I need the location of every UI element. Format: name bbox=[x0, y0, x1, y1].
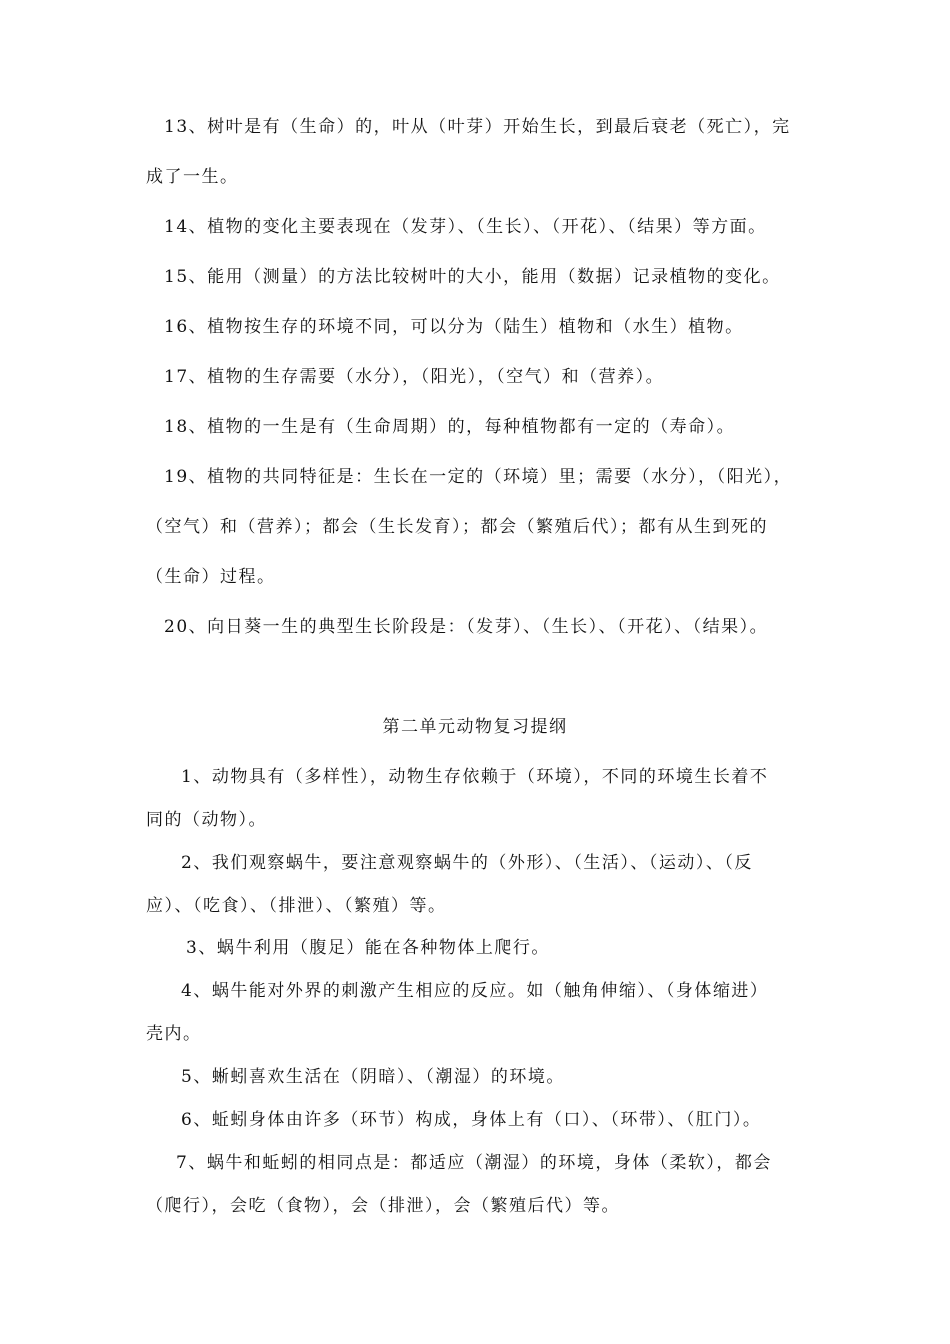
animal-item-7-line-1: 7、蜗牛和蚯蚓的相同点是：都适应（潮湿）的环境，身体（柔软），都会 bbox=[176, 1153, 772, 1173]
item-19-line-2: （空气）和（营养）；都会（生长发育）；都会（繁殖后代）；都有从生到死的 bbox=[146, 517, 768, 537]
item-19-line-3: （生命）过程。 bbox=[146, 567, 276, 587]
item-14: 14、植物的变化主要表现在（发芽）、（生长）、（开花）、（结果）等方面。 bbox=[164, 217, 767, 237]
animal-item-2-line-2: 应）、（吃食）、（排泄）、（繁殖）等。 bbox=[146, 896, 447, 916]
animal-item-3: 3、蜗牛利用（腹足）能在各种物体上爬行。 bbox=[186, 938, 550, 958]
item-15: 15、能用（测量）的方法比较树叶的大小，能用（数据）记录植物的变化。 bbox=[164, 267, 781, 287]
animal-item-4-line-1: 4、蜗牛能对外界的刺激产生相应的反应。如（触角伸缩）、（身体缩进） bbox=[181, 981, 769, 1001]
item-18: 18、植物的一生是有（生命周期）的，每种植物都有一定的（寿命）。 bbox=[164, 417, 736, 437]
animal-item-1-line-2: 同的（动物）。 bbox=[146, 810, 267, 830]
item-19-line-1: 19、植物的共同特征是：生长在一定的（环境）里；需要（水分），（阳光）， bbox=[164, 467, 793, 487]
animal-item-5: 5、蜥蚓喜欢生活在（阴暗）、（潮湿）的环境。 bbox=[181, 1067, 565, 1087]
animal-item-1-line-1: 1、动物具有（多样性），动物生存依赖于（环境），不同的环境生长着不 bbox=[181, 767, 769, 787]
item-13-line-2: 成了一生。 bbox=[146, 167, 239, 187]
animal-item-7-line-2: （爬行），会吃（食物），会（排泄），会（繁殖后代）等。 bbox=[146, 1196, 620, 1216]
item-20: 20、向日葵一生的典型生长阶段是：（发芽）、（生长）、（开花）、（结果）。 bbox=[164, 617, 769, 637]
item-13-line-1: 13、树叶是有（生命）的，叶从（叶芽）开始生长，到最后衰老（死亡），完 bbox=[164, 117, 791, 137]
item-16: 16、植物按生存的环境不同，可以分为（陆生）植物和（水生）植物。 bbox=[164, 317, 744, 337]
item-17: 17、植物的生存需要（水分），（阳光），（空气）和（营养）。 bbox=[164, 367, 665, 387]
animal-item-4-line-2: 壳内。 bbox=[146, 1024, 202, 1044]
animal-item-6: 6、蚯蚓身体由许多（环节）构成，身体上有（口）、（环带）、（肛门）。 bbox=[181, 1110, 762, 1130]
animal-item-2-line-1: 2、我们观察蜗牛，要注意观察蜗牛的（外形）、（生活）、（运动）、（反 bbox=[181, 853, 753, 873]
section-title: 第二单元动物复习提纲 bbox=[382, 717, 568, 737]
